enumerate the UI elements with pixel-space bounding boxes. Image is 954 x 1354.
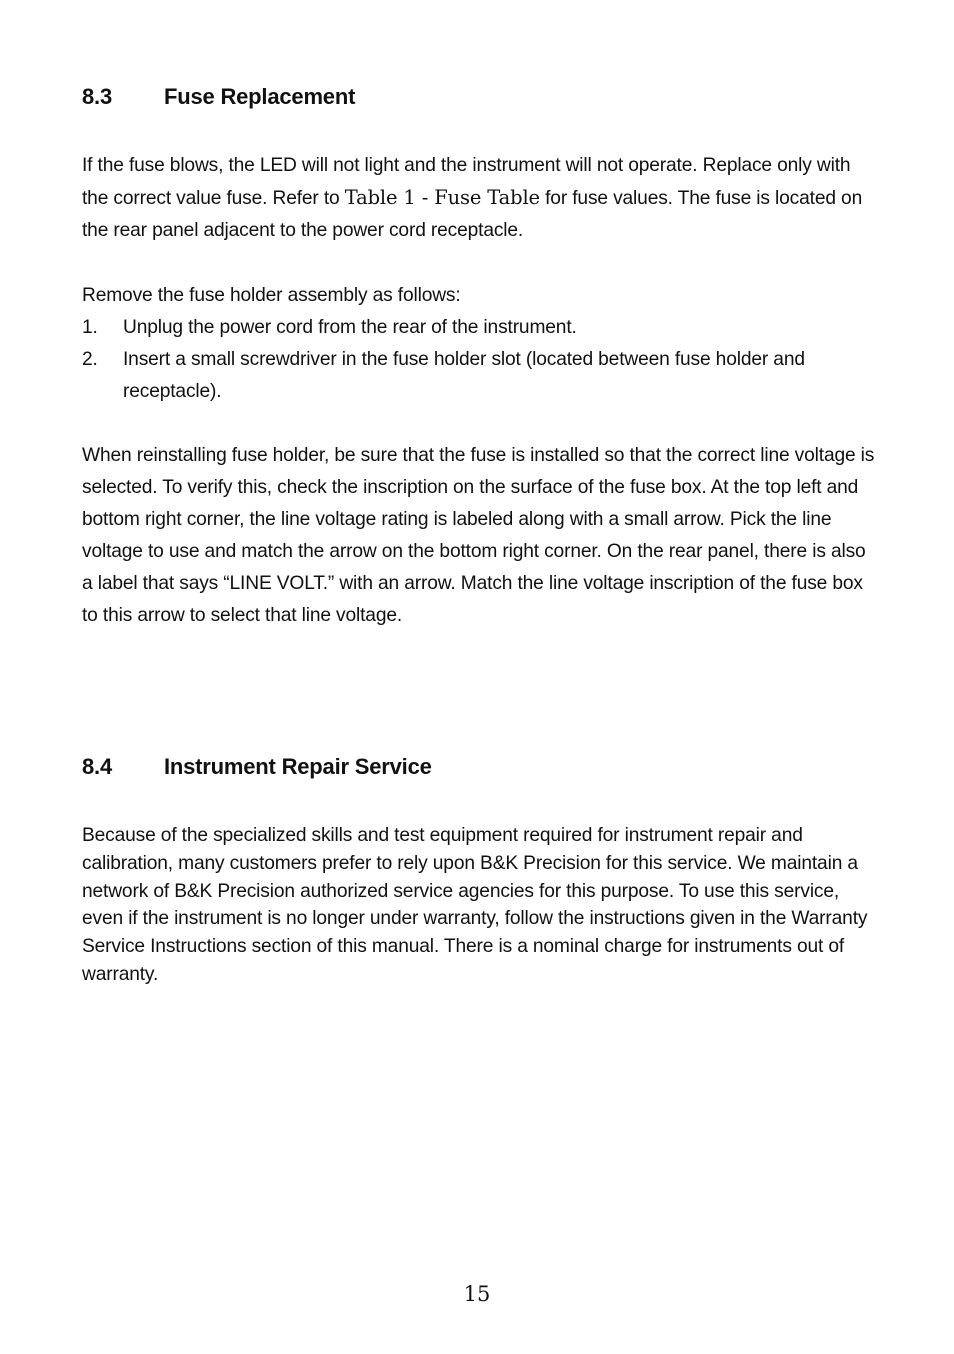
list-item	[82, 344, 877, 408]
table-reference-link[interactable]: Table 1 - Fuse Table	[344, 186, 540, 209]
section-heading-8-3	[82, 84, 355, 110]
section-title: Instrument Repair Service	[164, 754, 432, 779]
list-marker: 1.	[82, 317, 98, 338]
list-marker: 2.	[82, 349, 98, 370]
removal-intro: Remove the fuse holder assembly as follows:	[82, 285, 461, 306]
section-number: 8.3	[82, 84, 112, 109]
section-title: Fuse Replacement	[164, 84, 356, 109]
fuse-paragraph	[82, 150, 877, 247]
paragraph-text: If the fuse blows, the LED will not light and the instrument will not operate. Replace only with the correct value fuse. Refer to	[82, 155, 851, 209]
list-item	[82, 312, 877, 344]
list-item-text: Insert a small screwdriver in the fuse holder slot (located between fuse holder and receptacle).	[123, 349, 805, 402]
section-heading-8-4	[82, 754, 432, 780]
repair-service-paragraph: Because of the specialized skills and test equipment required for instrument repair and calibration, many customers prefer to rely upon B&K Precision for this service. We maintain a network of B&K Precision authorized service agencies for this purpose. To use this service, even if the instrument is no longer under warranty, follow the instructions given in the Warranty Service Instructions section of this manual. There is a nominal charge for instruments out of warranty.	[82, 825, 868, 985]
list-item-text: Unplug the power cord from the rear of the instrument.	[123, 317, 577, 338]
page-number: 15	[463, 1282, 491, 1306]
removal-steps-list	[82, 312, 877, 408]
paragraph-text: for fuse values. The fuse is located on the rear panel adjacent to the power cord receptacle.	[82, 188, 863, 241]
section-number: 8.4	[82, 754, 112, 779]
reinstall-paragraph: When reinstalling fuse holder, be sure that the fuse is installed so that the correct line voltage is selected. To verify this, check the inscription on the surface of the fuse box. At the top left and bottom right corner, the line voltage rating is labeled along with a small arrow. Pick the line voltage to use and match the arrow on the bottom right corner. On the rear panel, there is also a label that says “LINE VOLT.” with an arrow. Match the line voltage inscription of the fuse box to this arrow to select that line voltage.	[82, 445, 875, 626]
